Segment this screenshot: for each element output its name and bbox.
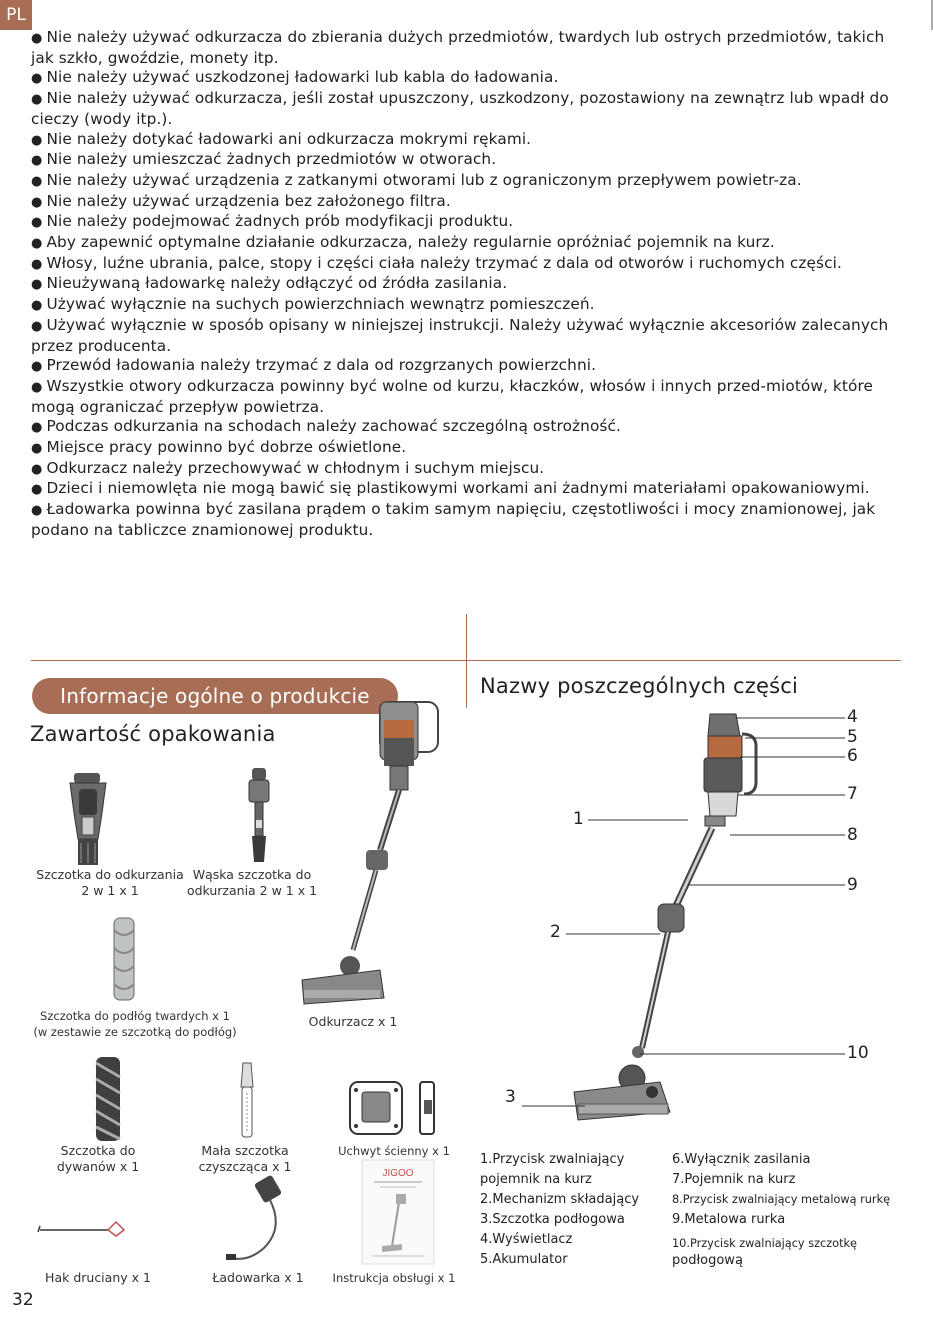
part-name: 3.Szczotka podłogowa xyxy=(480,1212,625,1227)
callout-9: 9 xyxy=(847,875,858,895)
callout-6: 6 xyxy=(847,746,858,766)
safety-rule: ● Używać wyłącznie na suchych powierzchniach wewnątrz pomieszczeń. xyxy=(31,295,911,316)
part-name: 10.Przycisk zwalniający szczotkę xyxy=(672,1237,857,1250)
safety-rule: ● Miejsce pracy powinno być dobrze oświetlone. xyxy=(31,438,911,459)
section-pill-title: Informacje ogólne o produkcie xyxy=(32,678,398,714)
charger-caption: Ładowarka x 1 xyxy=(212,1270,304,1285)
parts-list-right xyxy=(672,1150,890,1268)
small-cleaning-brush-caption: Mała szczotka czyszcząca x 1 xyxy=(198,1143,292,1174)
part-name: 2.Mechanizm składający xyxy=(480,1192,640,1207)
safety-rule: ● Przewód ładowania należy trzymać z dala od rozgrzanych powierzchni. xyxy=(31,356,911,377)
manual-brand: JIGOO xyxy=(382,1168,414,1179)
safety-rule: ● Aby zapewnić optymalne działanie odkurzacza, należy regularnie opróżniać pojemnik na kurz. xyxy=(31,233,911,254)
callout-1: 1 xyxy=(573,809,584,829)
callout-8: 8 xyxy=(847,825,858,845)
safety-rule: ● Nie należy umieszczać żadnych przedmiotów w otworach. xyxy=(31,150,911,171)
safety-rule: ● Nie należy dotykać ładowarki ani odkurzacza mokrymi rękami. xyxy=(31,130,911,151)
part-name: 5.Akumulator xyxy=(480,1252,568,1267)
safety-rule: ● Ładowarka powinna być zasilana prądem o takim samym napięciu, częstotliwości i mocy znamionowej, jak podano na tabliczce znamionowej produktu. xyxy=(31,500,911,540)
part-name: pojemnik na kurz xyxy=(480,1172,592,1187)
callout-4: 4 xyxy=(847,707,858,727)
callout-5: 5 xyxy=(847,727,858,747)
safety-rule: ● Używać wyłącznie w sposób opisany w niniejszej instrukcji. Należy używać wyłącznie akcesoriów zalecanych przez producenta. xyxy=(31,316,911,356)
safety-rule: ● Nie należy używać odkurzacza do zbierania dużych przedmiotów, twardych lub ostrych przedmiotów, takich jak szkło, gwoździe, monety itp. xyxy=(31,28,911,68)
wire-hook-caption: Hak druciany x 1 xyxy=(45,1270,151,1285)
part-name: 8.Przycisk zwalniający metalową rurkę xyxy=(672,1193,891,1206)
safety-rule: ● Odkurzacz należy przechowywać w chłodnym i suchym miejscu. xyxy=(31,459,911,480)
safety-rule: ● Nie należy używać odkurzacza, jeśli został upuszczony, uszkodzony, pozostawiony na zewnątrz lub wpadł do cieczy (wody itp.). xyxy=(31,89,911,129)
callout-10: 10 xyxy=(847,1043,869,1063)
language-tag: PL xyxy=(0,0,32,30)
safety-rule: ● Nie należy używać urządzenia bez założonego filtra. xyxy=(31,192,911,213)
narrow-brush-caption: Wąska szczotka do odkurzania 2 w 1 x 1 xyxy=(186,867,318,898)
callout-2: 2 xyxy=(550,922,561,942)
callout-3: 3 xyxy=(505,1087,516,1107)
part-name: 1.Przycisk zwalniający xyxy=(480,1152,625,1167)
safety-rule: ● Nieużywaną ładowarkę należy odłączyć od źródła zasilania. xyxy=(31,274,911,295)
brush-2in1-caption: Szczotka do odkurzania 2 w 1 x 1 xyxy=(36,867,184,898)
safety-rule: ● Nie należy używać urządzenia z zatkanymi otworami lub z ograniczonym przepływem powietr-za. xyxy=(31,171,911,192)
page-number: 32 xyxy=(12,1290,34,1310)
safety-rule: ● Podczas odkurzania na schodach należy zachować szczególną ostrożność. xyxy=(31,417,911,438)
safety-rule: ● Nie należy podejmować żadnych prób modyfikacji produktu. xyxy=(31,212,911,233)
part-name: 7.Pojemnik na kurz xyxy=(672,1172,796,1187)
package-contents-title: Zawartość opakowania xyxy=(30,722,276,746)
part-name: 4.Wyświetlacz xyxy=(480,1232,573,1247)
part-name: 9.Metalowa rurka xyxy=(672,1212,786,1227)
parts-list-left xyxy=(480,1150,639,1270)
manual-caption: Instrukcja obsługi x 1 xyxy=(332,1271,456,1285)
safety-rule: ● Dzieci i niemowlęta nie mogą bawić się plastikowymi workami ani żadnymi materiałami opakowaniowymi. xyxy=(31,479,911,500)
hard-floor-brush-caption: Szczotka do podłóg twardych x 1 (w zestawie ze szczotką do podłóg) xyxy=(33,1009,237,1039)
parts-title: Nazwy poszczególnych części xyxy=(480,674,799,698)
safety-rule: ● Włosy, luźne ubrania, palce, stopy i części ciała należy trzymać z dala od otworów i ruchomych części. xyxy=(31,254,911,275)
part-name: podłogową xyxy=(672,1253,743,1268)
carpet-brush-caption: Szczotka do dywanów x 1 xyxy=(56,1143,140,1174)
callout-7: 7 xyxy=(847,784,858,804)
vacuum-caption: Odkurzacz x 1 xyxy=(308,1014,398,1029)
safety-rule: ● Nie należy używać uszkodzonej ładowarki lub kabla do ładowania. xyxy=(31,68,911,89)
part-name: 6.Wyłącznik zasilania xyxy=(672,1152,811,1167)
safety-rule: ● Wszystkie otwory odkurzacza powinny być wolne od kurzu, kłaczków, włosów i innych przed-miotów, które mogą ograniczać przepływ powietrza. xyxy=(31,377,911,417)
wall-mount-caption: Uchwyt ścienny x 1 xyxy=(338,1144,450,1158)
